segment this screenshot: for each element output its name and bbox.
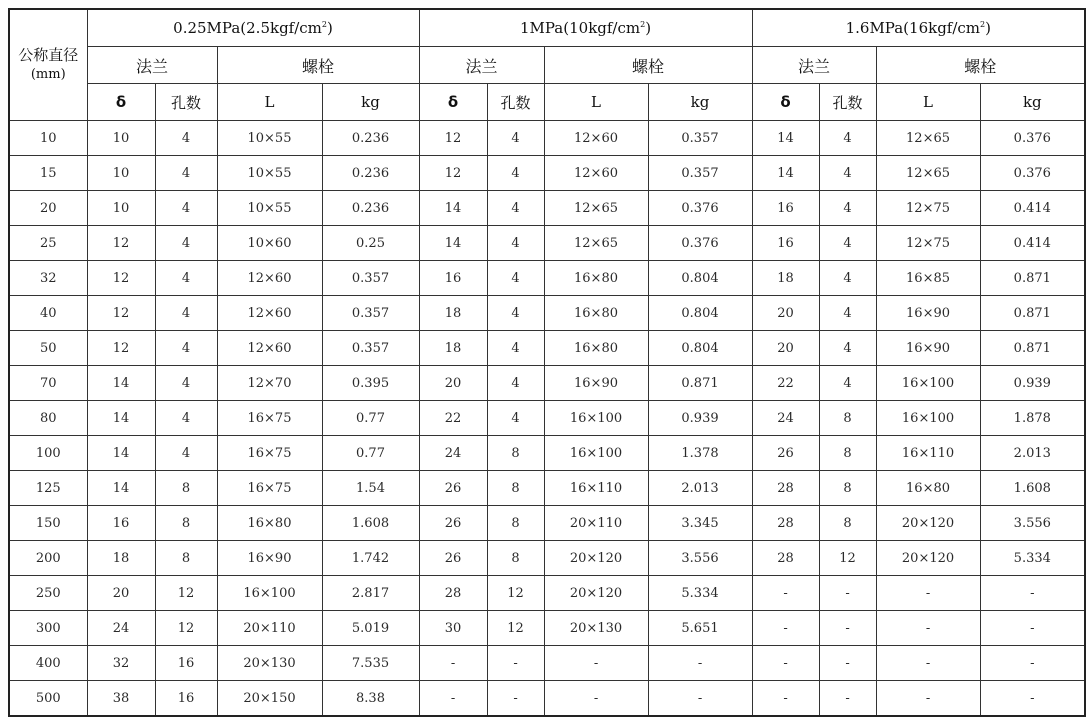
table-cell: 0.357 xyxy=(322,331,419,366)
table-cell: 16×100 xyxy=(876,401,980,436)
bolt-weight-header-3: kg xyxy=(980,84,1085,121)
table-cell: 8 xyxy=(155,541,217,576)
table-cell: 2.013 xyxy=(980,436,1085,471)
table-cell: 16×85 xyxy=(876,261,980,296)
pressure-class-header-1: $0.25MPa(2.5kgf/cm^2)$ xyxy=(87,9,419,47)
table-cell: 0.236 xyxy=(322,121,419,156)
bolt-length-header-3: L xyxy=(876,84,980,121)
table-cell: 14 xyxy=(87,366,155,401)
table-cell: 12×60 xyxy=(217,331,322,366)
flange-group-header-1: 法兰 xyxy=(87,47,217,84)
table-cell: 12×75 xyxy=(876,191,980,226)
table-cell: 12×60 xyxy=(217,296,322,331)
nominal-diameter-cell: 10 xyxy=(9,121,87,156)
table-cell: 4 xyxy=(155,296,217,331)
table-cell: 16×75 xyxy=(217,401,322,436)
table-cell: 8 xyxy=(155,471,217,506)
table-cell: 0.357 xyxy=(322,261,419,296)
bolt-group-header-3: 螺栓 xyxy=(876,47,1085,84)
table-cell: 8 xyxy=(155,506,217,541)
table-cell: 10 xyxy=(87,191,155,226)
table-cell: 4 xyxy=(819,121,876,156)
table-cell: 0.871 xyxy=(980,331,1085,366)
table-cell: 30 xyxy=(419,611,487,646)
table-cell: 4 xyxy=(487,261,544,296)
nominal-diameter-cell: 400 xyxy=(9,646,87,681)
table-row xyxy=(9,226,1085,261)
table-cell: - xyxy=(980,611,1085,646)
table-row xyxy=(9,576,1085,611)
table-row xyxy=(9,331,1085,366)
table-cell: 12×65 xyxy=(876,121,980,156)
table-cell: 4 xyxy=(819,366,876,401)
table-cell: 12 xyxy=(87,296,155,331)
table-cell: 10 xyxy=(87,121,155,156)
table-cell: 16×90 xyxy=(876,331,980,366)
table-cell: 4 xyxy=(487,401,544,436)
table-cell: 24 xyxy=(419,436,487,471)
table-cell: 16×90 xyxy=(217,541,322,576)
table-cell: 16×80 xyxy=(217,506,322,541)
table-cell: 26 xyxy=(419,506,487,541)
table-cell: 32 xyxy=(87,646,155,681)
table-cell: 4 xyxy=(155,191,217,226)
table-cell: 12 xyxy=(87,331,155,366)
table-cell: 14 xyxy=(752,121,819,156)
table-cell: 0.804 xyxy=(648,331,752,366)
table-row xyxy=(9,401,1085,436)
table-cell: 5.334 xyxy=(980,541,1085,576)
table-cell: - xyxy=(544,681,648,717)
table-cell: 18 xyxy=(87,541,155,576)
table-cell: 5.651 xyxy=(648,611,752,646)
table-cell: 12×65 xyxy=(876,156,980,191)
table-cell: 4 xyxy=(819,191,876,226)
bolt-group-header-2: 螺栓 xyxy=(544,47,752,84)
table-cell: 16×80 xyxy=(544,296,648,331)
holes-header-3: 孔数 xyxy=(819,84,876,121)
nominal-diameter-label: 公称直径 xyxy=(18,46,79,64)
table-cell: - xyxy=(980,646,1085,681)
table-cell: 0.376 xyxy=(648,191,752,226)
table-cell: - xyxy=(752,681,819,717)
nominal-diameter-cell: 200 xyxy=(9,541,87,576)
table-cell: 4 xyxy=(819,226,876,261)
table-cell: 12×60 xyxy=(544,121,648,156)
table-cell: 8 xyxy=(819,401,876,436)
nominal-diameter-cell: 100 xyxy=(9,436,87,471)
table-cell: 4 xyxy=(155,436,217,471)
table-cell: - xyxy=(980,576,1085,611)
table-cell: 12 xyxy=(419,121,487,156)
flange-bolt-table-container xyxy=(8,8,1084,711)
table-cell: - xyxy=(752,576,819,611)
table-cell: 26 xyxy=(752,436,819,471)
nominal-diameter-cell: 25 xyxy=(9,226,87,261)
table-cell: - xyxy=(819,681,876,717)
table-cell: 0.25 xyxy=(322,226,419,261)
table-cell: 1.878 xyxy=(980,401,1085,436)
nominal-diameter-cell: 32 xyxy=(9,261,87,296)
table-cell: 8 xyxy=(819,471,876,506)
table-row xyxy=(9,261,1085,296)
table-cell: 0.871 xyxy=(980,296,1085,331)
table-cell: 12 xyxy=(155,576,217,611)
table-cell: 0.77 xyxy=(322,436,419,471)
table-cell: 14 xyxy=(87,401,155,436)
nominal-diameter-cell: 150 xyxy=(9,506,87,541)
table-cell: 38 xyxy=(87,681,155,717)
table-cell: 4 xyxy=(155,156,217,191)
table-cell: 16×90 xyxy=(876,296,980,331)
table-cell: 4 xyxy=(155,331,217,366)
table-cell: 14 xyxy=(752,156,819,191)
flange-bolt-table xyxy=(8,8,1086,717)
table-cell: 0.357 xyxy=(648,121,752,156)
table-row xyxy=(9,121,1085,156)
table-cell: - xyxy=(876,681,980,717)
table-cell: - xyxy=(419,646,487,681)
table-cell: 0.414 xyxy=(980,226,1085,261)
table-cell: 0.77 xyxy=(322,401,419,436)
table-cell: 8 xyxy=(487,541,544,576)
table-cell: 0.376 xyxy=(648,226,752,261)
thickness-header-1: δ xyxy=(87,84,155,121)
table-row xyxy=(9,506,1085,541)
table-row xyxy=(9,156,1085,191)
table-cell: 16 xyxy=(87,506,155,541)
table-cell: 2.817 xyxy=(322,576,419,611)
table-body xyxy=(9,121,1085,717)
bolt-group-header-1: 螺栓 xyxy=(217,47,419,84)
bolt-weight-header-2: kg xyxy=(648,84,752,121)
table-cell: 5.334 xyxy=(648,576,752,611)
table-cell: 20 xyxy=(752,296,819,331)
table-cell: 14 xyxy=(419,191,487,226)
table-cell: 16×100 xyxy=(544,401,648,436)
table-cell: 0.871 xyxy=(648,366,752,401)
table-cell: 20×130 xyxy=(217,646,322,681)
table-cell: 12×60 xyxy=(217,261,322,296)
table-row xyxy=(9,436,1085,471)
table-cell: 16×80 xyxy=(544,331,648,366)
nominal-diameter-cell: 15 xyxy=(9,156,87,191)
table-cell: 10×55 xyxy=(217,156,322,191)
nominal-diameter-cell: 500 xyxy=(9,681,87,717)
table-cell: 20 xyxy=(752,331,819,366)
table-cell: 8 xyxy=(487,471,544,506)
table-cell: 28 xyxy=(752,471,819,506)
table-row xyxy=(9,681,1085,717)
table-cell: 16 xyxy=(155,646,217,681)
table-cell: 20×150 xyxy=(217,681,322,717)
table-cell: - xyxy=(544,646,648,681)
table-cell: 8 xyxy=(819,506,876,541)
table-cell: - xyxy=(487,681,544,717)
table-cell: 0.939 xyxy=(648,401,752,436)
table-cell: 16×80 xyxy=(544,261,648,296)
table-cell: 1.54 xyxy=(322,471,419,506)
table-cell: 12×65 xyxy=(544,226,648,261)
table-cell: 0.236 xyxy=(322,156,419,191)
table-cell: 16×100 xyxy=(217,576,322,611)
table-cell: 22 xyxy=(752,366,819,401)
nominal-diameter-cell: 80 xyxy=(9,401,87,436)
table-cell: 3.556 xyxy=(980,506,1085,541)
table-cell: - xyxy=(819,646,876,681)
table-cell: 20×120 xyxy=(876,506,980,541)
table-cell: 10×55 xyxy=(217,191,322,226)
table-cell: 20×130 xyxy=(544,611,648,646)
table-cell: 0.236 xyxy=(322,191,419,226)
table-cell: 0.414 xyxy=(980,191,1085,226)
table-cell: 4 xyxy=(487,121,544,156)
thickness-header-2: δ xyxy=(419,84,487,121)
table-cell: 4 xyxy=(819,331,876,366)
table-cell: 20×120 xyxy=(544,576,648,611)
nominal-diameter-cell: 250 xyxy=(9,576,87,611)
table-cell: 0.804 xyxy=(648,296,752,331)
table-cell: 12×65 xyxy=(544,191,648,226)
table-cell: 10×60 xyxy=(217,226,322,261)
table-cell: 20×120 xyxy=(544,541,648,576)
table-cell: 16×110 xyxy=(544,471,648,506)
table-cell: 4 xyxy=(487,156,544,191)
pressure-class-header-2: $1MPa(10kgf/cm^2)$ xyxy=(419,9,752,47)
table-row xyxy=(9,611,1085,646)
table-cell: 4 xyxy=(819,296,876,331)
table-cell: 5.019 xyxy=(322,611,419,646)
table-cell: 3.556 xyxy=(648,541,752,576)
table-cell: 8 xyxy=(487,506,544,541)
table-cell: 20×110 xyxy=(217,611,322,646)
table-cell: - xyxy=(819,611,876,646)
table-cell: 12 xyxy=(419,156,487,191)
table-cell: 4 xyxy=(155,261,217,296)
table-cell: 10×55 xyxy=(217,121,322,156)
table-cell: 26 xyxy=(419,541,487,576)
table-cell: 4 xyxy=(819,261,876,296)
nominal-diameter-cell: 20 xyxy=(9,191,87,226)
nominal-diameter-header xyxy=(9,9,87,121)
table-cell: 12×60 xyxy=(544,156,648,191)
table-cell: - xyxy=(876,646,980,681)
table-cell: 16 xyxy=(419,261,487,296)
table-row xyxy=(9,541,1085,576)
table-cell: 18 xyxy=(752,261,819,296)
table-cell: 4 xyxy=(487,296,544,331)
table-cell: 0.357 xyxy=(648,156,752,191)
nominal-diameter-cell: 40 xyxy=(9,296,87,331)
table-cell: 12 xyxy=(819,541,876,576)
table-cell: 2.013 xyxy=(648,471,752,506)
table-cell: 8 xyxy=(819,436,876,471)
table-cell: 16 xyxy=(752,191,819,226)
table-cell: 16 xyxy=(155,681,217,717)
table-cell: 20 xyxy=(419,366,487,401)
thickness-header-3: δ xyxy=(752,84,819,121)
table-cell: 1.608 xyxy=(322,506,419,541)
table-cell: 12×70 xyxy=(217,366,322,401)
table-cell: 0.357 xyxy=(322,296,419,331)
table-cell: 4 xyxy=(487,191,544,226)
pressure-class-header-3: $1.6MPa(16kgf/cm^2)$ xyxy=(752,9,1085,47)
table-cell: 12×75 xyxy=(876,226,980,261)
table-cell: 4 xyxy=(487,366,544,401)
table-cell: - xyxy=(980,681,1085,717)
flange-group-header-3: 法兰 xyxy=(752,47,876,84)
table-cell: 20×120 xyxy=(876,541,980,576)
table-cell: 12 xyxy=(487,576,544,611)
flange-group-header-2: 法兰 xyxy=(419,47,544,84)
table-row xyxy=(9,191,1085,226)
table-cell: 4 xyxy=(819,156,876,191)
table-cell: - xyxy=(876,611,980,646)
table-cell: 8.38 xyxy=(322,681,419,717)
table-cell: 3.345 xyxy=(648,506,752,541)
table-cell: 18 xyxy=(419,331,487,366)
table-cell: 16×75 xyxy=(217,436,322,471)
table-cell: 4 xyxy=(155,226,217,261)
table-cell: 14 xyxy=(419,226,487,261)
table-cell: 0.871 xyxy=(980,261,1085,296)
table-cell: - xyxy=(648,646,752,681)
nominal-diameter-cell: 50 xyxy=(9,331,87,366)
table-cell: 0.395 xyxy=(322,366,419,401)
table-cell: - xyxy=(752,611,819,646)
table-cell: 4 xyxy=(155,121,217,156)
table-cell: - xyxy=(876,576,980,611)
table-row xyxy=(9,471,1085,506)
nominal-diameter-unit: (mm) xyxy=(30,67,66,82)
table-cell: 1.378 xyxy=(648,436,752,471)
table-cell: 12 xyxy=(487,611,544,646)
table-cell: - xyxy=(487,646,544,681)
table-cell: 16×110 xyxy=(876,436,980,471)
bolt-length-header-2: L xyxy=(544,84,648,121)
table-row xyxy=(9,366,1085,401)
table-cell: 20×110 xyxy=(544,506,648,541)
table-cell: 4 xyxy=(487,331,544,366)
table-cell: 0.376 xyxy=(980,156,1085,191)
table-cell: 10 xyxy=(87,156,155,191)
table-cell: 28 xyxy=(752,541,819,576)
nominal-diameter-cell: 70 xyxy=(9,366,87,401)
table-cell: 28 xyxy=(419,576,487,611)
table-cell: 18 xyxy=(419,296,487,331)
table-cell: 8 xyxy=(487,436,544,471)
table-cell: - xyxy=(752,646,819,681)
table-cell: 12 xyxy=(87,261,155,296)
holes-header-1: 孔数 xyxy=(155,84,217,121)
table-row xyxy=(9,646,1085,681)
table-cell: 16×90 xyxy=(544,366,648,401)
bolt-weight-header-1: kg xyxy=(322,84,419,121)
table-cell: 24 xyxy=(752,401,819,436)
table-cell: 20 xyxy=(87,576,155,611)
table-cell: 4 xyxy=(487,226,544,261)
table-cell: 26 xyxy=(419,471,487,506)
table-cell: - xyxy=(419,681,487,717)
table-cell: 16×100 xyxy=(544,436,648,471)
table-cell: - xyxy=(819,576,876,611)
table-cell: 16×100 xyxy=(876,366,980,401)
table-cell: 0.939 xyxy=(980,366,1085,401)
table-cell: 16×80 xyxy=(876,471,980,506)
table-cell: - xyxy=(648,681,752,717)
table-cell: 4 xyxy=(155,401,217,436)
table-cell: 1.742 xyxy=(322,541,419,576)
table-cell: 4 xyxy=(155,366,217,401)
nominal-diameter-cell: 125 xyxy=(9,471,87,506)
table-cell: 0.376 xyxy=(980,121,1085,156)
table-cell: 0.804 xyxy=(648,261,752,296)
table-row xyxy=(9,296,1085,331)
table-cell: 16×75 xyxy=(217,471,322,506)
table-cell: 12 xyxy=(155,611,217,646)
table-cell: 28 xyxy=(752,506,819,541)
nominal-diameter-cell: 300 xyxy=(9,611,87,646)
bolt-length-header-1: L xyxy=(217,84,322,121)
table-cell: 22 xyxy=(419,401,487,436)
table-cell: 7.535 xyxy=(322,646,419,681)
table-cell: 14 xyxy=(87,436,155,471)
table-cell: 14 xyxy=(87,471,155,506)
table-cell: 16 xyxy=(752,226,819,261)
table-cell: 1.608 xyxy=(980,471,1085,506)
table-cell: 12 xyxy=(87,226,155,261)
holes-header-2: 孔数 xyxy=(487,84,544,121)
table-cell: 24 xyxy=(87,611,155,646)
